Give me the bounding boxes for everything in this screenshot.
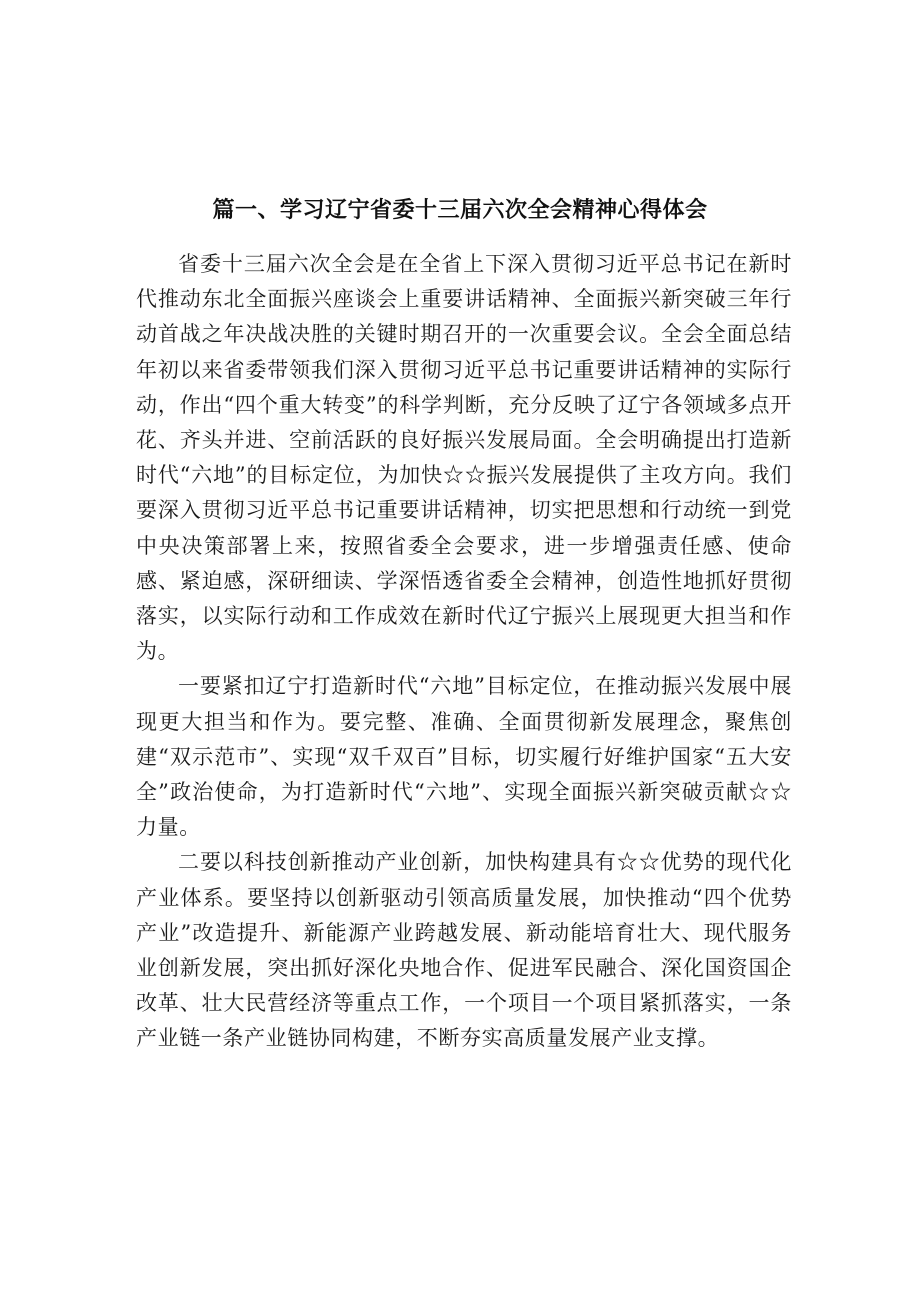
- paragraph-intro: 省委十三届六次全会是在全省上下深入贯彻习近平总书记在新时代推动东北全面振兴座谈会上重要讲话精神、全面振兴新突破三年行动首战之年决战决胜的关键时期召开的一次重要会议。全会全面总结年初以来省委带领我们深入贯彻习近平总书记重要讲话精神的实际行动，作出“四个重大转变”的科学判断，充分反映了辽宁各领域多点开花、齐头并进、空前活跃的良好振兴发展局面。全会明确提出打造新时代“六地”的目标定位，为加快☆☆振兴发展提供了主攻方向。我们要深入贯彻习近平总书记重要讲话精神，切实把思想和行动统一到党中央决策部署上来，按照省委全会要求，进一步增强责任感、使命感、紧迫感，深研细读、学深悟透省委全会精神，创造性地抓好贯彻落实，以实际行动和工作成效在新时代辽宁振兴上展现更大担当和作为。: [136, 252, 792, 664]
- paragraph-point-one: 一要紧扣辽宁打造新时代“六地”目标定位，在推动振兴发展中展现更大担当和作为。要完整、准确、全面贯彻新发展理念，聚焦创建“双示范市”、实现“双千双百”目标，切实履行好维护国家“五大安全”政治使命，为打造新时代“六地”、实现全面振兴新突破贡献☆☆力量。: [136, 674, 792, 840]
- document-body: [136, 247, 792, 1057]
- document-title: 篇一、学习辽宁省委十三届六次全会精神心得体会: [212, 197, 708, 223]
- paragraph-point-two: 二要以科技创新推动产业创新，加快构建具有☆☆优势的现代化产业体系。要坚持以创新驱动引领高质量发展，加快推动“四个优势产业”改造提升、新能源产业跨越发展、新动能培育壮大、现代服务业创新发展，突出抓好深化央地合作、促进军民融合、深化国资国企改革、壮大民营经济等重点工作，一个项目一个项目紧抓落实，一条产业链一条产业链协同构建，不断夯实高质量发展产业支撑。: [136, 850, 792, 1051]
